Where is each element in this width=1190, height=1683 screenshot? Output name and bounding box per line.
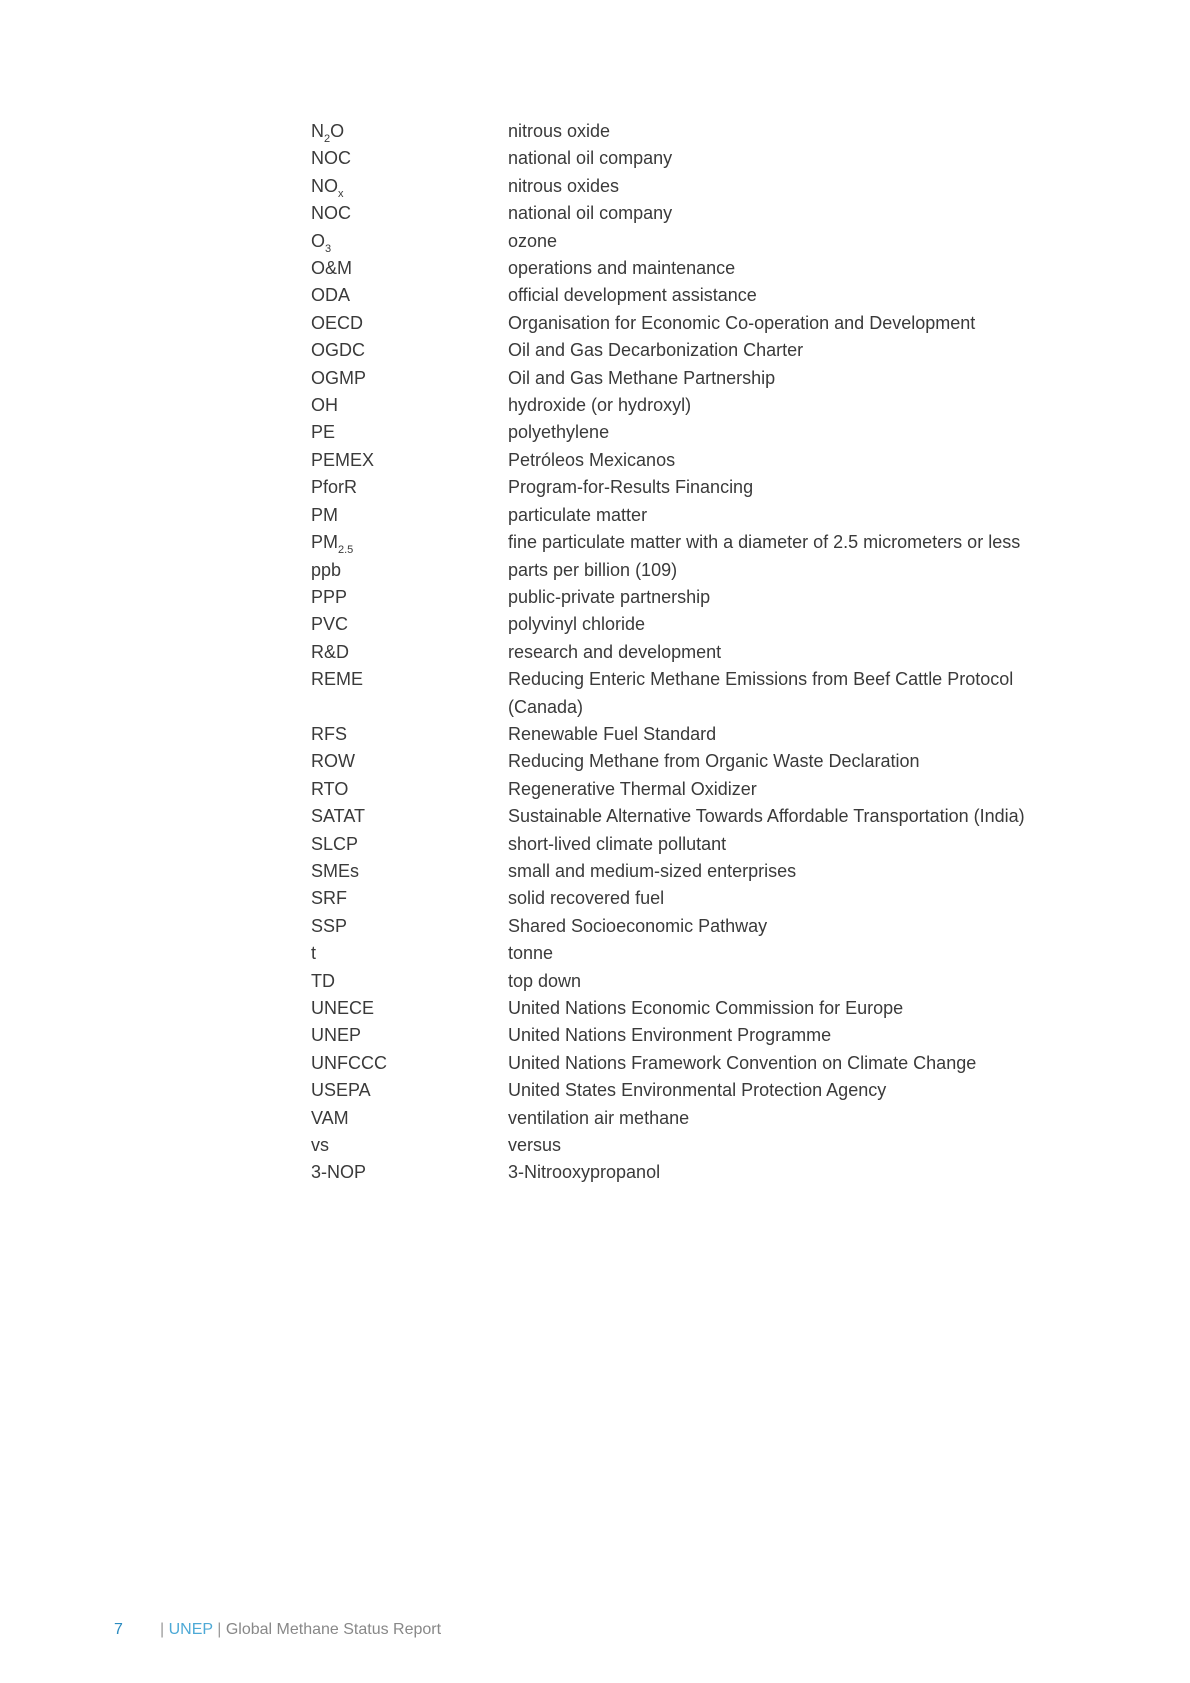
glossary-abbreviation <box>311 255 508 282</box>
glossary-definition: parts per billion (109) <box>508 559 678 580</box>
glossary-definition: public-private partnership <box>508 586 711 607</box>
glossary-definition: United Nations Environment Programme <box>508 1025 832 1046</box>
glossary-abbreviation <box>311 118 508 145</box>
abbreviation-text: OECD <box>311 312 364 333</box>
abbreviation-text: PM <box>311 504 338 525</box>
abbreviation-text: PVC <box>311 614 349 635</box>
glossary-row <box>311 1159 1071 1186</box>
glossary-definition: United Nations Framework Convention on Climate Change <box>508 1052 977 1073</box>
glossary-definition: United Nations Economic Commission for Europe <box>508 998 904 1018</box>
abbreviation-text: O <box>311 230 326 251</box>
glossary-row <box>311 1022 1071 1049</box>
abbreviation-text: ppb <box>311 559 342 580</box>
glossary-row <box>311 282 1071 309</box>
abbreviation-text: RTO <box>311 778 349 799</box>
abbreviation-text: PPP <box>311 586 348 607</box>
glossary-row <box>311 447 1071 474</box>
glossary-abbreviation <box>311 1105 508 1132</box>
abbreviation-text: t <box>311 943 317 964</box>
abbreviation-text: OH <box>311 395 338 416</box>
glossary-definition: nitrous oxides <box>508 175 620 196</box>
abbreviation-text: SATAT <box>311 806 365 827</box>
glossary-definition: Reducing Enteric Methane Emissions from Beef Cattle Protocol (Canada) <box>508 669 1014 717</box>
glossary-definition: top down <box>508 970 582 991</box>
abbreviation-text: SSP <box>311 915 348 936</box>
glossary-definition: ventilation air methane <box>508 1107 690 1128</box>
page-number: 7 <box>114 1621 123 1638</box>
glossary-abbreviation <box>311 200 508 227</box>
glossary-definition: particulate matter <box>508 504 648 525</box>
abbreviation-text: R&D <box>311 641 350 662</box>
abbreviation-text: TD <box>311 970 335 991</box>
glossary-abbreviation <box>311 858 508 885</box>
glossary-row <box>311 200 1071 227</box>
glossary-row <box>311 885 1071 912</box>
glossary-row <box>311 474 1071 501</box>
glossary-row <box>311 173 1071 200</box>
abbreviation-text: UNEP <box>311 1025 362 1046</box>
abbreviation-subscript: 3 <box>325 242 332 255</box>
glossary-definition: Program-for-Results Financing <box>508 477 754 498</box>
abbreviation-text: SLCP <box>311 833 359 854</box>
glossary-abbreviation <box>311 282 508 309</box>
glossary-abbreviation <box>311 1159 508 1186</box>
glossary-row <box>311 118 1071 145</box>
abbreviation-text: N <box>311 121 324 141</box>
glossary-abbreviation <box>311 666 508 721</box>
glossary-abbreviation <box>311 337 508 364</box>
glossary-definition: hydroxide (or hydroxyl) <box>508 395 692 416</box>
glossary-row <box>311 1050 1071 1077</box>
abbreviation-suffix: O <box>330 121 345 141</box>
abbreviation-text: SRF <box>311 888 347 909</box>
glossary-definition: national oil company <box>508 148 673 169</box>
glossary-abbreviation <box>311 885 508 912</box>
glossary-definition: Shared Socioeconomic Pathway <box>508 915 768 936</box>
page-footer <box>114 1621 441 1639</box>
glossary-row <box>311 803 1071 830</box>
abbreviation-text: PE <box>311 422 336 443</box>
glossary-abbreviation <box>311 1077 508 1104</box>
glossary-definition: ozone <box>508 230 558 251</box>
glossary-definition: tonne <box>508 943 554 964</box>
glossary-abbreviation <box>311 940 508 967</box>
glossary-definition: Sustainable Alternative Towards Affordable Transportation (India) <box>508 806 1025 827</box>
abbreviation-text: UNECE <box>311 998 375 1018</box>
glossary-definition: Petróleos Mexicanos <box>508 449 676 470</box>
glossary-abbreviation <box>311 502 508 529</box>
glossary-abbreviation <box>311 748 508 775</box>
glossary-definition: polyethylene <box>508 422 610 443</box>
glossary-row <box>311 831 1071 858</box>
glossary-abbreviation <box>311 447 508 474</box>
glossary-row <box>311 1132 1071 1159</box>
glossary-row <box>311 913 1071 940</box>
abbreviation-text: PEMEX <box>311 449 375 470</box>
abbreviation-subscript: 2.5 <box>338 544 354 557</box>
glossary-row <box>311 666 1071 721</box>
glossary-row <box>311 584 1071 611</box>
glossary-abbreviation <box>311 1132 508 1159</box>
glossary-row <box>311 858 1071 885</box>
glossary-abbreviation <box>311 776 508 803</box>
glossary-row <box>311 310 1071 337</box>
glossary-definition: national oil company <box>508 203 673 224</box>
abbreviation-text: VAM <box>311 1107 349 1128</box>
abbreviation-text: vs <box>311 1135 329 1156</box>
abbreviation-text: PforR <box>311 477 358 498</box>
glossary-row <box>311 419 1071 446</box>
glossary-abbreviation <box>311 173 508 200</box>
abbreviation-text: 3-NOP <box>311 1162 367 1183</box>
footer-report-title: Global Methane Status Report <box>225 1621 442 1638</box>
glossary-abbreviation <box>311 1050 508 1077</box>
glossary-abbreviation <box>311 995 508 1022</box>
glossary-definition: Regenerative Thermal Oxidizer <box>508 778 757 799</box>
glossary-row <box>311 748 1071 775</box>
glossary-abbreviation <box>311 365 508 392</box>
glossary-row <box>311 940 1071 967</box>
glossary-definition: operations and maintenance <box>508 258 736 279</box>
glossary-row <box>311 529 1071 556</box>
glossary-row <box>311 392 1071 419</box>
glossary-definition: Organisation for Economic Co-operation and Development <box>508 312 976 333</box>
glossary-abbreviation <box>311 474 508 501</box>
footer-separator: | <box>160 1621 165 1638</box>
glossary-abbreviation <box>311 803 508 830</box>
footer-separator: | <box>217 1621 222 1638</box>
abbreviation-text: OGMP <box>311 367 367 388</box>
abbreviation-subscript: x <box>338 187 344 200</box>
glossary-row <box>311 611 1071 638</box>
abbreviation-text: NOC <box>311 203 351 224</box>
abbreviation-text: UNFCCC <box>311 1052 387 1073</box>
footer-org: UNEP <box>168 1621 213 1638</box>
glossary-abbreviation <box>311 529 508 556</box>
glossary-row <box>311 145 1071 172</box>
abbreviation-text: OGDC <box>311 340 365 361</box>
glossary-abbreviation <box>311 721 508 748</box>
glossary-abbreviation <box>311 831 508 858</box>
glossary-definition: research and development <box>508 641 722 662</box>
abbreviation-text: SMEs <box>311 860 360 881</box>
glossary-row <box>311 968 1071 995</box>
glossary-row <box>311 1077 1071 1104</box>
glossary-row <box>311 776 1071 803</box>
abbreviation-text: REME <box>311 669 364 690</box>
abbreviation-text: ROW <box>311 751 355 772</box>
abbreviation-text: PM <box>311 532 338 553</box>
glossary-row <box>311 995 1071 1022</box>
glossary-abbreviation <box>311 310 508 337</box>
glossary-definition: Reducing Methane from Organic Waste Declaration <box>508 751 920 772</box>
abbreviation-text: NO <box>311 175 338 196</box>
abbreviation-text: RFS <box>311 723 347 744</box>
glossary-row <box>311 502 1071 529</box>
glossary-row <box>311 557 1071 584</box>
glossary-abbreviation <box>311 611 508 638</box>
glossary-definition: Oil and Gas Decarbonization Charter <box>508 340 804 361</box>
abbreviation-text: USEPA <box>311 1080 371 1101</box>
glossary-abbreviation <box>311 392 508 419</box>
glossary-row <box>311 721 1071 748</box>
abbreviation-text: O&M <box>311 258 353 279</box>
glossary-abbreviation <box>311 419 508 446</box>
glossary-abbreviation <box>311 639 508 666</box>
glossary-row <box>311 337 1071 364</box>
glossary-definition: nitrous oxide <box>508 121 611 141</box>
glossary-abbreviation <box>311 145 508 172</box>
glossary-row <box>311 228 1071 255</box>
glossary-definition: fine particulate matter with a diameter of 2.5 micrometers or less <box>508 532 1021 553</box>
glossary-abbreviation <box>311 913 508 940</box>
glossary-definition: 3-Nitrooxypropanol <box>508 1162 661 1183</box>
glossary-definition: short-lived climate pollutant <box>508 833 727 854</box>
glossary-abbreviation <box>311 228 508 255</box>
glossary-definition: small and medium-sized enterprises <box>508 860 797 881</box>
glossary-row <box>311 1105 1071 1132</box>
glossary-row <box>311 255 1071 282</box>
glossary-definition: United States Environmental Protection Agency <box>508 1080 887 1101</box>
abbreviation-subscript: 2 <box>324 133 331 145</box>
glossary-row <box>311 639 1071 666</box>
glossary-abbreviation <box>311 1022 508 1049</box>
glossary-list <box>311 118 1071 1187</box>
glossary-abbreviation <box>311 584 508 611</box>
glossary-definition: official development assistance <box>508 285 757 306</box>
glossary-row <box>311 365 1071 392</box>
glossary-definition: Renewable Fuel Standard <box>508 723 717 744</box>
glossary-abbreviation <box>311 557 508 584</box>
glossary-definition: polyvinyl chloride <box>508 614 646 635</box>
abbreviation-text: ODA <box>311 285 351 306</box>
abbreviation-text: NOC <box>311 148 351 169</box>
glossary-abbreviation <box>311 968 508 995</box>
glossary-definition: versus <box>508 1135 562 1156</box>
glossary-definition: solid recovered fuel <box>508 888 665 909</box>
glossary-definition: Oil and Gas Methane Partnership <box>508 367 776 388</box>
